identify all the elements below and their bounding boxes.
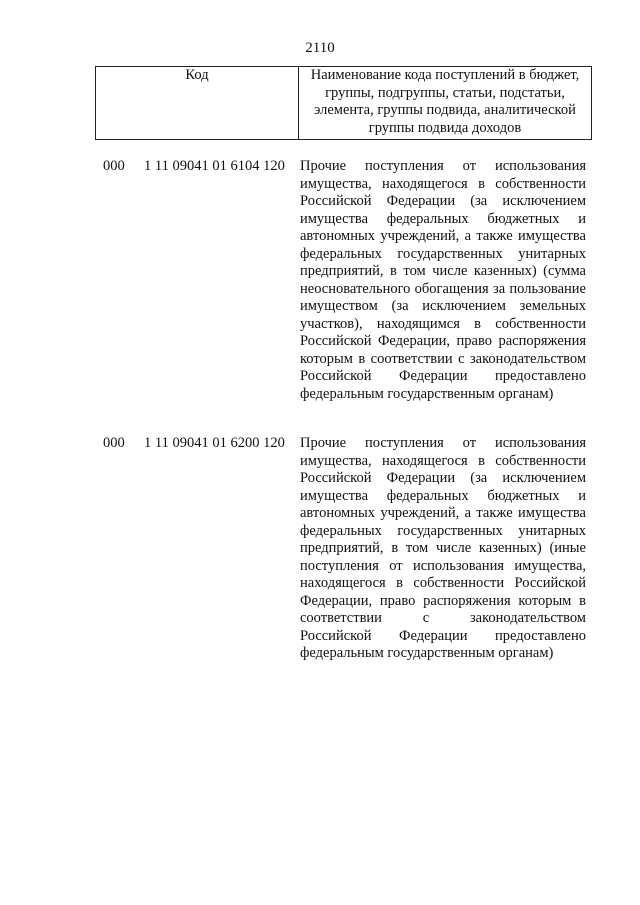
table-header-row <box>96 67 592 140</box>
table-header <box>95 66 592 140</box>
admin-code: 000 <box>103 158 125 174</box>
admin-code: 000 <box>103 435 125 451</box>
revenue-code: 1 11 09041 01 6104 120 <box>144 158 285 174</box>
revenue-description: Прочие поступления от использования имущества, находящегося в собственности Российской Федерации (за исключением имущества федеральных бюджетных и автономных учреждений, а также имущества федеральных государственных унитарных предприятий, в том числе казенных) (иные поступления от использования имущества, находящегося в собственности Российской Федерации, право распоряжения которым в соответствии с законодательством Российской Федерации предоставлено федеральным государственным органам) <box>300 435 586 661</box>
column-header-name: Наименование кода поступлений в бюджет, группы, подгруппы, статьи, подстатьи, элемента, группы подвида, аналитической группы подвида доходов <box>299 67 592 140</box>
column-header-code: Код <box>96 67 299 140</box>
page-number: 2110 <box>305 40 335 56</box>
revenue-description: Прочие поступления от использования имущества, находящегося в собственности Российской Федерации (за исключением имущества федеральных бюджетных и автономных учреждений, а также имущества федеральных государственных унитарных предприятий, в том числе казенных) (сумма неосновательного обогащения за пользование имуществом (за исключением земельных участков), находящимся в собственности Российской Федерации, право распоряжения которым в соответствии с законодательством Российской Федерации предоставлено федеральным государственным органам) <box>300 158 586 402</box>
revenue-code: 1 11 09041 01 6200 120 <box>144 435 285 451</box>
